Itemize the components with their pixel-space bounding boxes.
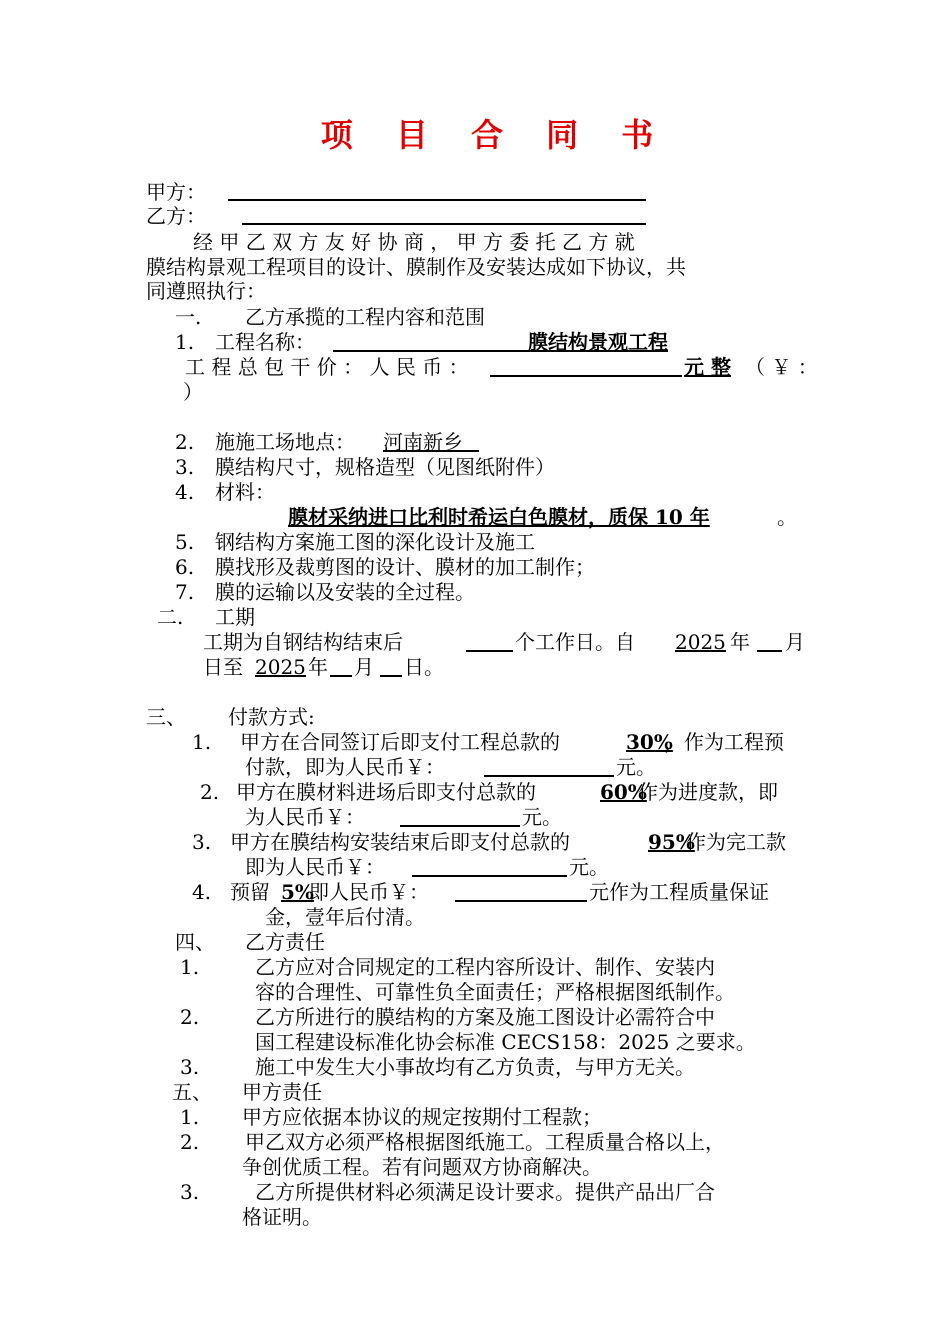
s3-item2-text-d: 元。: [522, 805, 562, 829]
site-blank: [463, 450, 479, 452]
s3-item3-number: 3.: [192, 830, 212, 854]
s1-item1-number: 1.: [175, 330, 195, 354]
period-text-c: 日至: [203, 655, 243, 679]
s4-item1-text-a: 乙方应对合同规定的工程内容所设计、制作、安装内: [255, 955, 715, 979]
s4-item3-text: 施工中发生大小事故均有乙方负责，与甲方无关。: [255, 1055, 695, 1079]
section2-heading: 工期: [215, 605, 255, 629]
s1-item5-text: 钢结构方案施工图的深化设计及施工: [215, 530, 535, 554]
period-text-b: 个工作日。自: [515, 630, 635, 654]
end-day-suffix: 日。: [404, 655, 444, 679]
intro-line-3: 同遵照执行：: [146, 279, 266, 303]
project-name-value: 膜结构景观工程: [528, 330, 668, 354]
s4-item3-number: 3.: [180, 1055, 200, 1079]
end-year: 2025: [255, 655, 306, 679]
s4-item1-text-b: 容的合理性、可靠性负全面责任；严格根据图纸制作。: [255, 980, 735, 1004]
intro-line-2: 膜结构景观工程项目的设计、膜制作及安装达成如下协议，共: [146, 255, 686, 279]
s3-item4-text-a: 预留: [230, 880, 270, 904]
s3-item4-text-d: 金，壹年后付清。: [265, 905, 425, 929]
s3-item2-text-b: 作为进度款，即: [638, 780, 778, 804]
s3-item1-amount-blank: [484, 775, 614, 777]
s1-item7-text: 膜的运输以及安装的全过程。: [215, 580, 475, 604]
s3-item1-text-a: 甲方在合同签订后即支付工程总款的: [240, 730, 560, 754]
end-day-blank: [380, 675, 402, 677]
s3-item3-text-c: 即为人民币￥：: [245, 855, 385, 879]
project-name-label: 工程名称：: [215, 330, 315, 354]
total-price-blank: [490, 375, 682, 377]
section4-heading: 乙方责任: [245, 930, 325, 954]
s3-item4-percent: 5%: [281, 880, 314, 904]
project-name-blank: [333, 350, 528, 352]
s1-item2-number: 2.: [175, 430, 195, 454]
s5-item2-text-b: 争创优质工程。若有问题双方协商解决。: [242, 1155, 602, 1179]
party-b-label: 乙方：: [146, 204, 206, 228]
s3-item2-text-a: 甲方在膜材料进场后即支付总款的: [236, 780, 536, 804]
s5-item2-text-a: 甲乙双方必须严格根据图纸施工。工程质量合格以上，: [245, 1130, 725, 1154]
intro-line-1: 经 甲 乙 双 方 友 好 协 商 ， 甲 方 委 托 乙 方 就: [193, 230, 635, 254]
section3-number: 三、: [146, 705, 186, 729]
s3-item3-text-b: 作为完工款: [686, 830, 786, 854]
s3-item3-percent: 95%: [648, 830, 695, 854]
s5-item3-number: 3.: [180, 1180, 200, 1204]
s3-item4-number: 4.: [192, 880, 212, 904]
s3-item2-amount-blank: [400, 825, 520, 827]
s5-item1-text: 甲方应依据本协议的规定按期付工程款；: [242, 1105, 602, 1129]
s5-item2-number: 2.: [180, 1130, 200, 1154]
s1-item6-text: 膜找形及裁剪图的设计、膜材的加工制作；: [215, 555, 595, 579]
section1-heading: 乙方承揽的工程内容和范围: [245, 305, 485, 329]
period-text-a: 工期为自钢结构结束后: [203, 630, 403, 654]
total-price-close: ）: [183, 380, 203, 404]
s1-item7-number: 7.: [175, 580, 195, 604]
site-value: 河南新乡: [383, 430, 463, 454]
end-month-suffix: 月: [354, 655, 374, 679]
material-spec: 膜材采纳进口比利时希运白色膜材，质保 10 年: [288, 505, 710, 529]
s3-item1-number: 1.: [192, 730, 212, 754]
material-spec-end: 。: [777, 505, 797, 529]
s3-item3-text-d: 元。: [569, 855, 609, 879]
end-month-blank: [330, 675, 352, 677]
document-title: 项 目 合 同 书: [320, 116, 670, 154]
start-month-suffix: 月: [785, 630, 805, 654]
s3-item1-text-c: 付款，即为人民币￥：: [245, 755, 445, 779]
party-b-blank: [242, 223, 646, 225]
s1-item4-number: 4.: [175, 480, 195, 504]
s4-item2-number: 2.: [180, 1005, 200, 1029]
section3-heading: 付款方式:: [228, 705, 315, 729]
end-year-suffix: 年: [308, 655, 328, 679]
s3-item2-number: 2.: [200, 780, 220, 804]
section2-number: 二.: [157, 605, 184, 629]
s5-item3-text-a: 乙方所提供材料必须满足设计要求。提供产品出厂合: [255, 1180, 715, 1204]
s1-item3-text: 膜结构尺寸，规格造型（见图纸附件）: [215, 455, 555, 479]
party-a-label: 甲方：: [146, 180, 206, 204]
s3-item3-amount-blank: [412, 875, 567, 877]
total-price-unit: 元 整: [684, 355, 731, 379]
total-price-tail: （ ￥ ：: [745, 355, 818, 379]
s3-item1-text-b: ，作为工程预: [664, 730, 784, 754]
start-year-suffix: 年: [730, 630, 750, 654]
period-days-blank: [466, 650, 513, 652]
start-month-blank: [757, 650, 782, 652]
start-year: 2025: [675, 630, 726, 654]
s4-item1-number: 1.: [180, 955, 200, 979]
section5-number: 五、: [172, 1080, 212, 1104]
s3-item4-text-b: 即人民币￥：: [309, 880, 429, 904]
s3-item3-text-a: 甲方在膜结构安装结束后即支付总款的: [230, 830, 570, 854]
s5-item3-text-b: 格证明。: [242, 1205, 322, 1229]
s1-item6-number: 6.: [175, 555, 195, 579]
party-a-blank: [228, 199, 646, 201]
s3-item4-text-c: 元作为工程质量保证: [589, 880, 769, 904]
total-price-label: 工 程 总 包 干 价 ： 人 民 币 ：: [185, 355, 469, 379]
section4-number: 四、: [175, 930, 215, 954]
s5-item1-number: 1.: [180, 1105, 200, 1129]
s1-item4-text: 材料：: [215, 480, 275, 504]
section1-number: 一.: [175, 305, 202, 329]
s3-item2-text-c: 为人民币￥：: [245, 805, 365, 829]
s3-item2-percent: 60%: [600, 780, 647, 804]
s1-item5-number: 5.: [175, 530, 195, 554]
s1-item3-number: 3.: [175, 455, 195, 479]
s4-item2-text-a: 乙方所进行的膜结构的方案及施工图设计必需符合中: [255, 1005, 715, 1029]
s3-item1-text-d: 元。: [616, 755, 656, 779]
site-label: 施施工场地点：: [215, 430, 355, 454]
s3-item1-percent: 30%: [626, 730, 673, 754]
section5-heading: 甲方责任: [242, 1080, 322, 1104]
s4-item2-text-b: 国工程建设标准化协会标准 CECS158：2025 之要求。: [255, 1030, 756, 1054]
s3-item4-amount-blank: [455, 900, 587, 902]
